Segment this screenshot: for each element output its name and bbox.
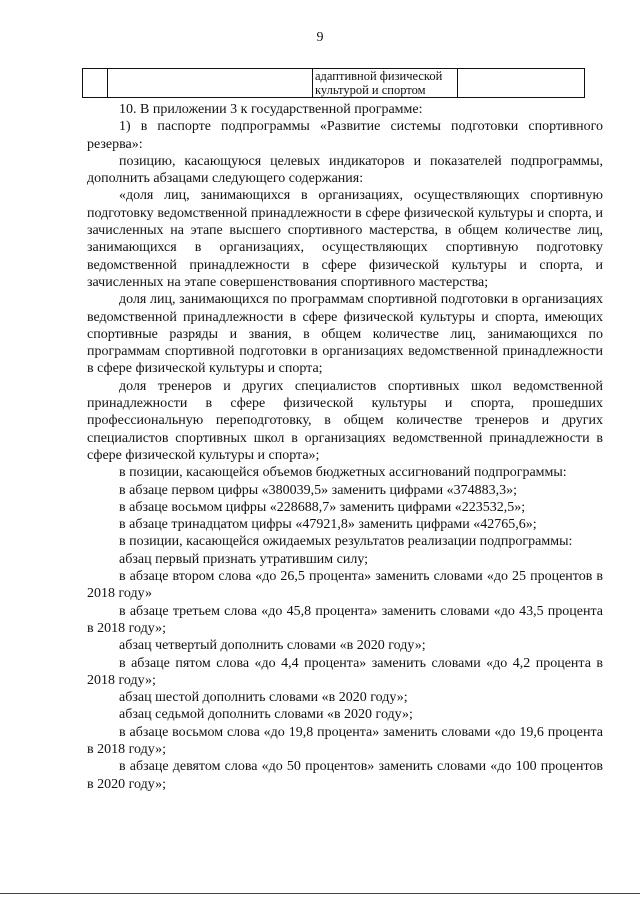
document-body: [87, 101, 603, 793]
paragraph: 10. В приложении 3 к государственной программе:: [119, 102, 423, 117]
paragraph: абзац первый признать утратившим силу;: [119, 551, 369, 567]
paragraph: доля тренеров и других специалистов спортивных школ ведомственной принадлежности в сфере физической культуры и спорта, прошедших профессиональную переподготовку, в общем количестве тренеров и других специалистов спортивных школ в организациях ведомственной принадлежности в сфере физической культуры и спорта»;: [87, 378, 603, 463]
paragraph: в абзаце восьмом слова «до 19,8 процента» заменить словами «до 19,6 процента в 2018 году»;: [87, 724, 603, 757]
footer-rule: [0, 893, 640, 894]
paragraph: 1) в паспорте подпрограммы «Развитие системы подготовки спортивного резерва»:: [87, 119, 603, 152]
cell-text-line: адаптивной физической: [315, 69, 443, 83]
table-fragment: [82, 68, 585, 98]
paragraph: абзац четвертый дополнить словами «в 2020 году»;: [119, 638, 426, 654]
paragraph: в позиции, касающейся ожидаемых результатов реализации подпрограммы:: [119, 534, 573, 550]
paragraph: в позиции, касающейся объемов бюджетных ассигнований подпрограммы:: [119, 465, 567, 481]
table-cell-empty: [83, 69, 108, 98]
table-cell-empty: [108, 69, 313, 98]
table-cell-empty: [458, 69, 585, 98]
page-number: 9: [316, 30, 324, 45]
paragraph: в абзаце пятом слова «до 4,4 процента» заменить словами «до 4,2 процента в 2018 году»;: [87, 655, 603, 688]
paragraph: «доля лиц, занимающихся в организациях, осуществляющих спортивную подготовку ведомственной принадлежности в сфере физической культуры и спорта, и зачисленных на этапе высшего спортивного мастерства, в общем количестве лиц, занимающихся в организациях, осуществляющих спортивную подготовку ведомственной принадлежности в сфере физической культуры и спорта, и зачисленных на этапе совершенствования спортивного мастерства;: [87, 188, 603, 290]
paragraph: в абзаце втором слова «до 26,5 процента» заменить словами «до 25 процентов в 2018 году»: [87, 569, 603, 602]
paragraph: позицию, касающуюся целевых индикаторов и показателей подпрограммы, дополнить абзацами следующего содержания:: [87, 153, 603, 187]
paragraph: в абзаце девятом слова «до 50 процентов» заменить словами «до 100 процентов в 2020 году»;: [87, 759, 603, 792]
paragraph: в абзаце третьем слова «до 45,8 процента» заменить словами «до 43,5 процента в 2018 году»;: [87, 603, 603, 636]
table-row: [83, 69, 585, 98]
cell-text-line: культурой и спортом: [315, 83, 426, 97]
table-cell-text: [313, 69, 458, 98]
paragraph: в абзаце тринадцатом цифры «47921,8» заменить цифрами «42765,6»;: [119, 517, 537, 533]
paragraph: абзац седьмой дополнить словами «в 2020 году»;: [119, 707, 413, 723]
paragraph: в абзаце восьмом цифры «228688,7» заменить цифрами «223532,5»;: [119, 499, 526, 515]
paragraph: доля лиц, занимающихся по программам спортивной подготовки в организациях ведомственной принадлежности в сфере физической культуры и спорта, имеющих спортивные разряды и звания, в общем количестве лиц, занимающихся по программам спортивной подготовки в организациях ведомственной принадлежности в сфере физической культуры и спорта;: [87, 292, 603, 377]
paragraph: в абзаце первом цифры «380039,5» заменить цифрами «374883,3»;: [119, 482, 517, 498]
paragraph: абзац шестой дополнить словами «в 2020 году»;: [119, 690, 408, 706]
